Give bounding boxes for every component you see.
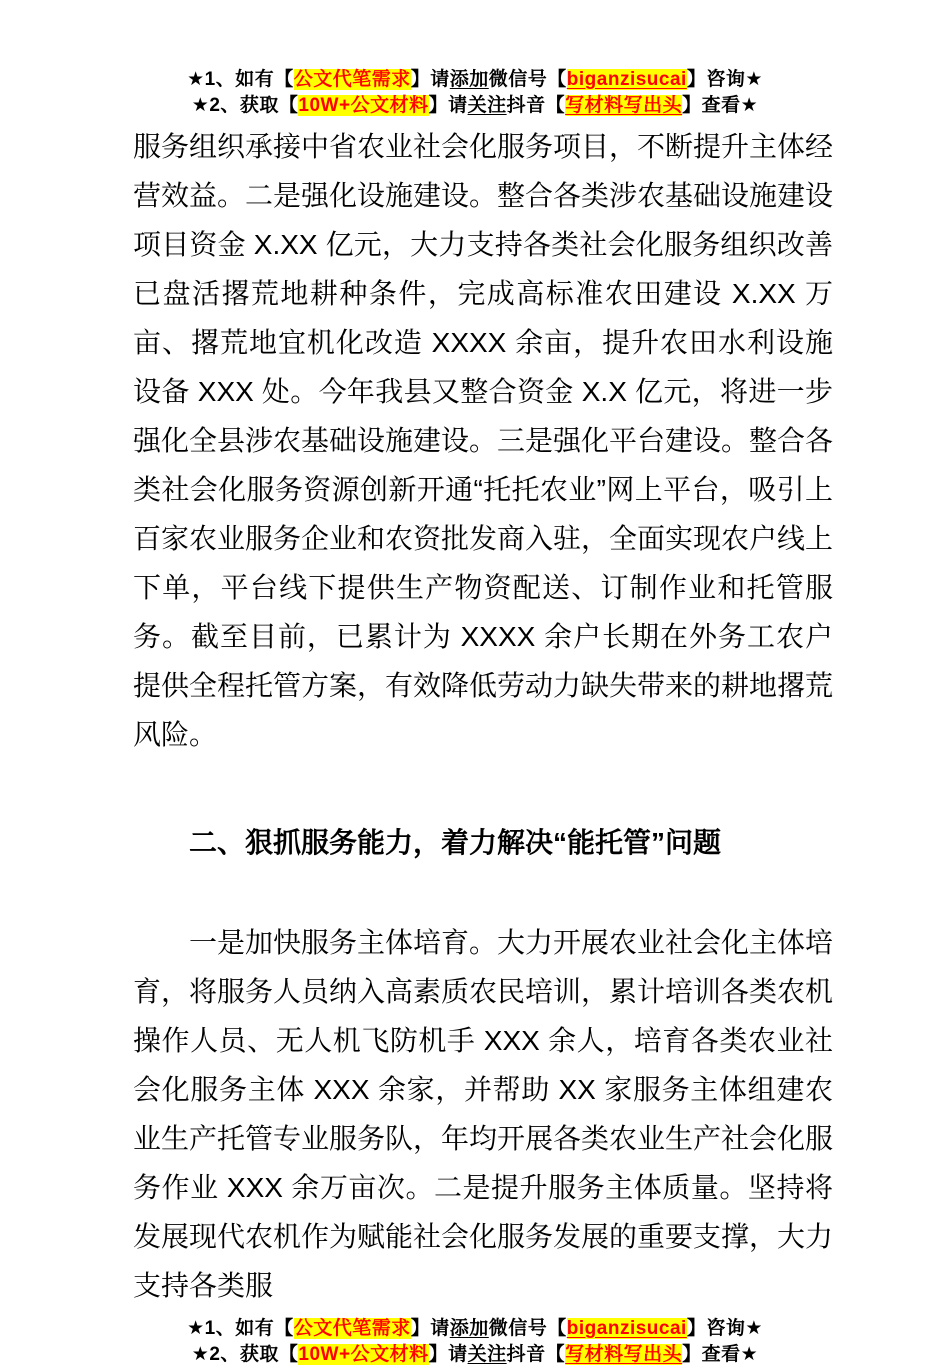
promo-line1-underline-add: 添加 (449, 69, 489, 90)
promo-line1-highlight-service: 公文代笔需求 (293, 69, 411, 90)
promo-line2-douyin-id: 写材料写出头 (565, 95, 683, 116)
promo-line1-suffix: 】咨询★ (686, 69, 763, 90)
document-content (133, 122, 833, 1310)
promo-line2-underline-follow: 关注 (467, 1344, 507, 1365)
promo-line1-mid2: 微信号【 (488, 69, 567, 90)
promo-line1-mid1: 】请 (410, 1318, 450, 1339)
promo-line1-wechat-id: biganzisucai (566, 69, 687, 90)
promo-footer (0, 1316, 950, 1368)
promo-header-line-2 (0, 93, 950, 119)
promo-line1-underline-add: 添加 (449, 1318, 489, 1339)
promo-line1-highlight-service: 公文代笔需求 (293, 1318, 411, 1339)
promo-line2-highlight-materials: 10W+公文材料 (298, 95, 429, 116)
promo-line2-suffix: 】查看★ (682, 95, 759, 116)
promo-header-line-1 (0, 67, 950, 93)
promo-line1-wechat-id: biganzisucai (566, 1318, 687, 1339)
promo-line1-suffix: 】咨询★ (686, 1318, 763, 1339)
paragraph-1: 服务组织承接中省农业社会化服务项目，不断提升主体经营效益。二是强化设施建设。整合各类涉农基础设施建设项目资金 X.XX 亿元，大力支持各类社会化服务组织改善已盘活撂荒地耕种条件，完成高标准农田建设 X.XX 万亩、撂荒地宜机化改造 XXXX 余亩，提升农田水利设施设备 XXX 处。今年我县又整合资金 X.X 亿元，将进一步强化全县涉农基础设施建设。三是强化平台建设。整合各类社会化服务资源创新开通“托托农业”网上平台，吸引上百家农业服务企业和农资批发商入驻，全面实现农户线上下单，平台线下提供生产物资配送、订制作业和托管服务。截至目前，已累计为 XXXX 余户长期在外务工农户提供全程托管方案，有效降低劳动力缺失带来的耕地撂荒风险。 (133, 131, 834, 750)
promo-line2-mid1: 】请 (428, 95, 468, 116)
promo-line2-prefix: ★2、获取【 (191, 95, 299, 116)
promo-line1-prefix: ★1、如有【 (187, 69, 294, 90)
section-heading: 二、狠抓服务能力，着力解决“能托管”问题 (189, 827, 722, 858)
promo-line2-highlight-materials: 10W+公文材料 (298, 1344, 429, 1365)
promo-line2-prefix: ★2、获取【 (191, 1344, 299, 1365)
promo-footer-line-1 (0, 1316, 950, 1342)
promo-header (0, 0, 950, 119)
promo-line2-mid2: 抖音【 (506, 1344, 566, 1365)
promo-line1-prefix: ★1、如有【 (187, 1318, 294, 1339)
promo-line1-mid1: 】请 (410, 69, 450, 90)
promo-line2-mid2: 抖音【 (506, 95, 566, 116)
promo-footer-line-2 (0, 1342, 950, 1368)
promo-line2-underline-follow: 关注 (467, 95, 507, 116)
promo-line1-mid2: 微信号【 (488, 1318, 567, 1339)
promo-line2-douyin-id: 写材料写出头 (565, 1344, 683, 1365)
promo-line2-mid1: 】请 (428, 1344, 468, 1365)
paragraph-2: 一是加快服务主体培育。大力开展农业社会化主体培育，将服务人员纳入高素质农民培训，累计培训各类农机操作人员、无人机飞防机手 XXX 余人，培育各类农业社会化服务主体 XXX 余家，并帮助 XX 家服务主体组建农业生产托管专业服务队，年均开展各类农业生产社会化服务作业 XXX 余万亩次。二是提升服务主体质量。坚持将发展现代农机作为赋能社会化服务发展的重要支撑，大力支持各类服 (133, 927, 834, 1301)
promo-line2-suffix: 】查看★ (682, 1344, 759, 1365)
